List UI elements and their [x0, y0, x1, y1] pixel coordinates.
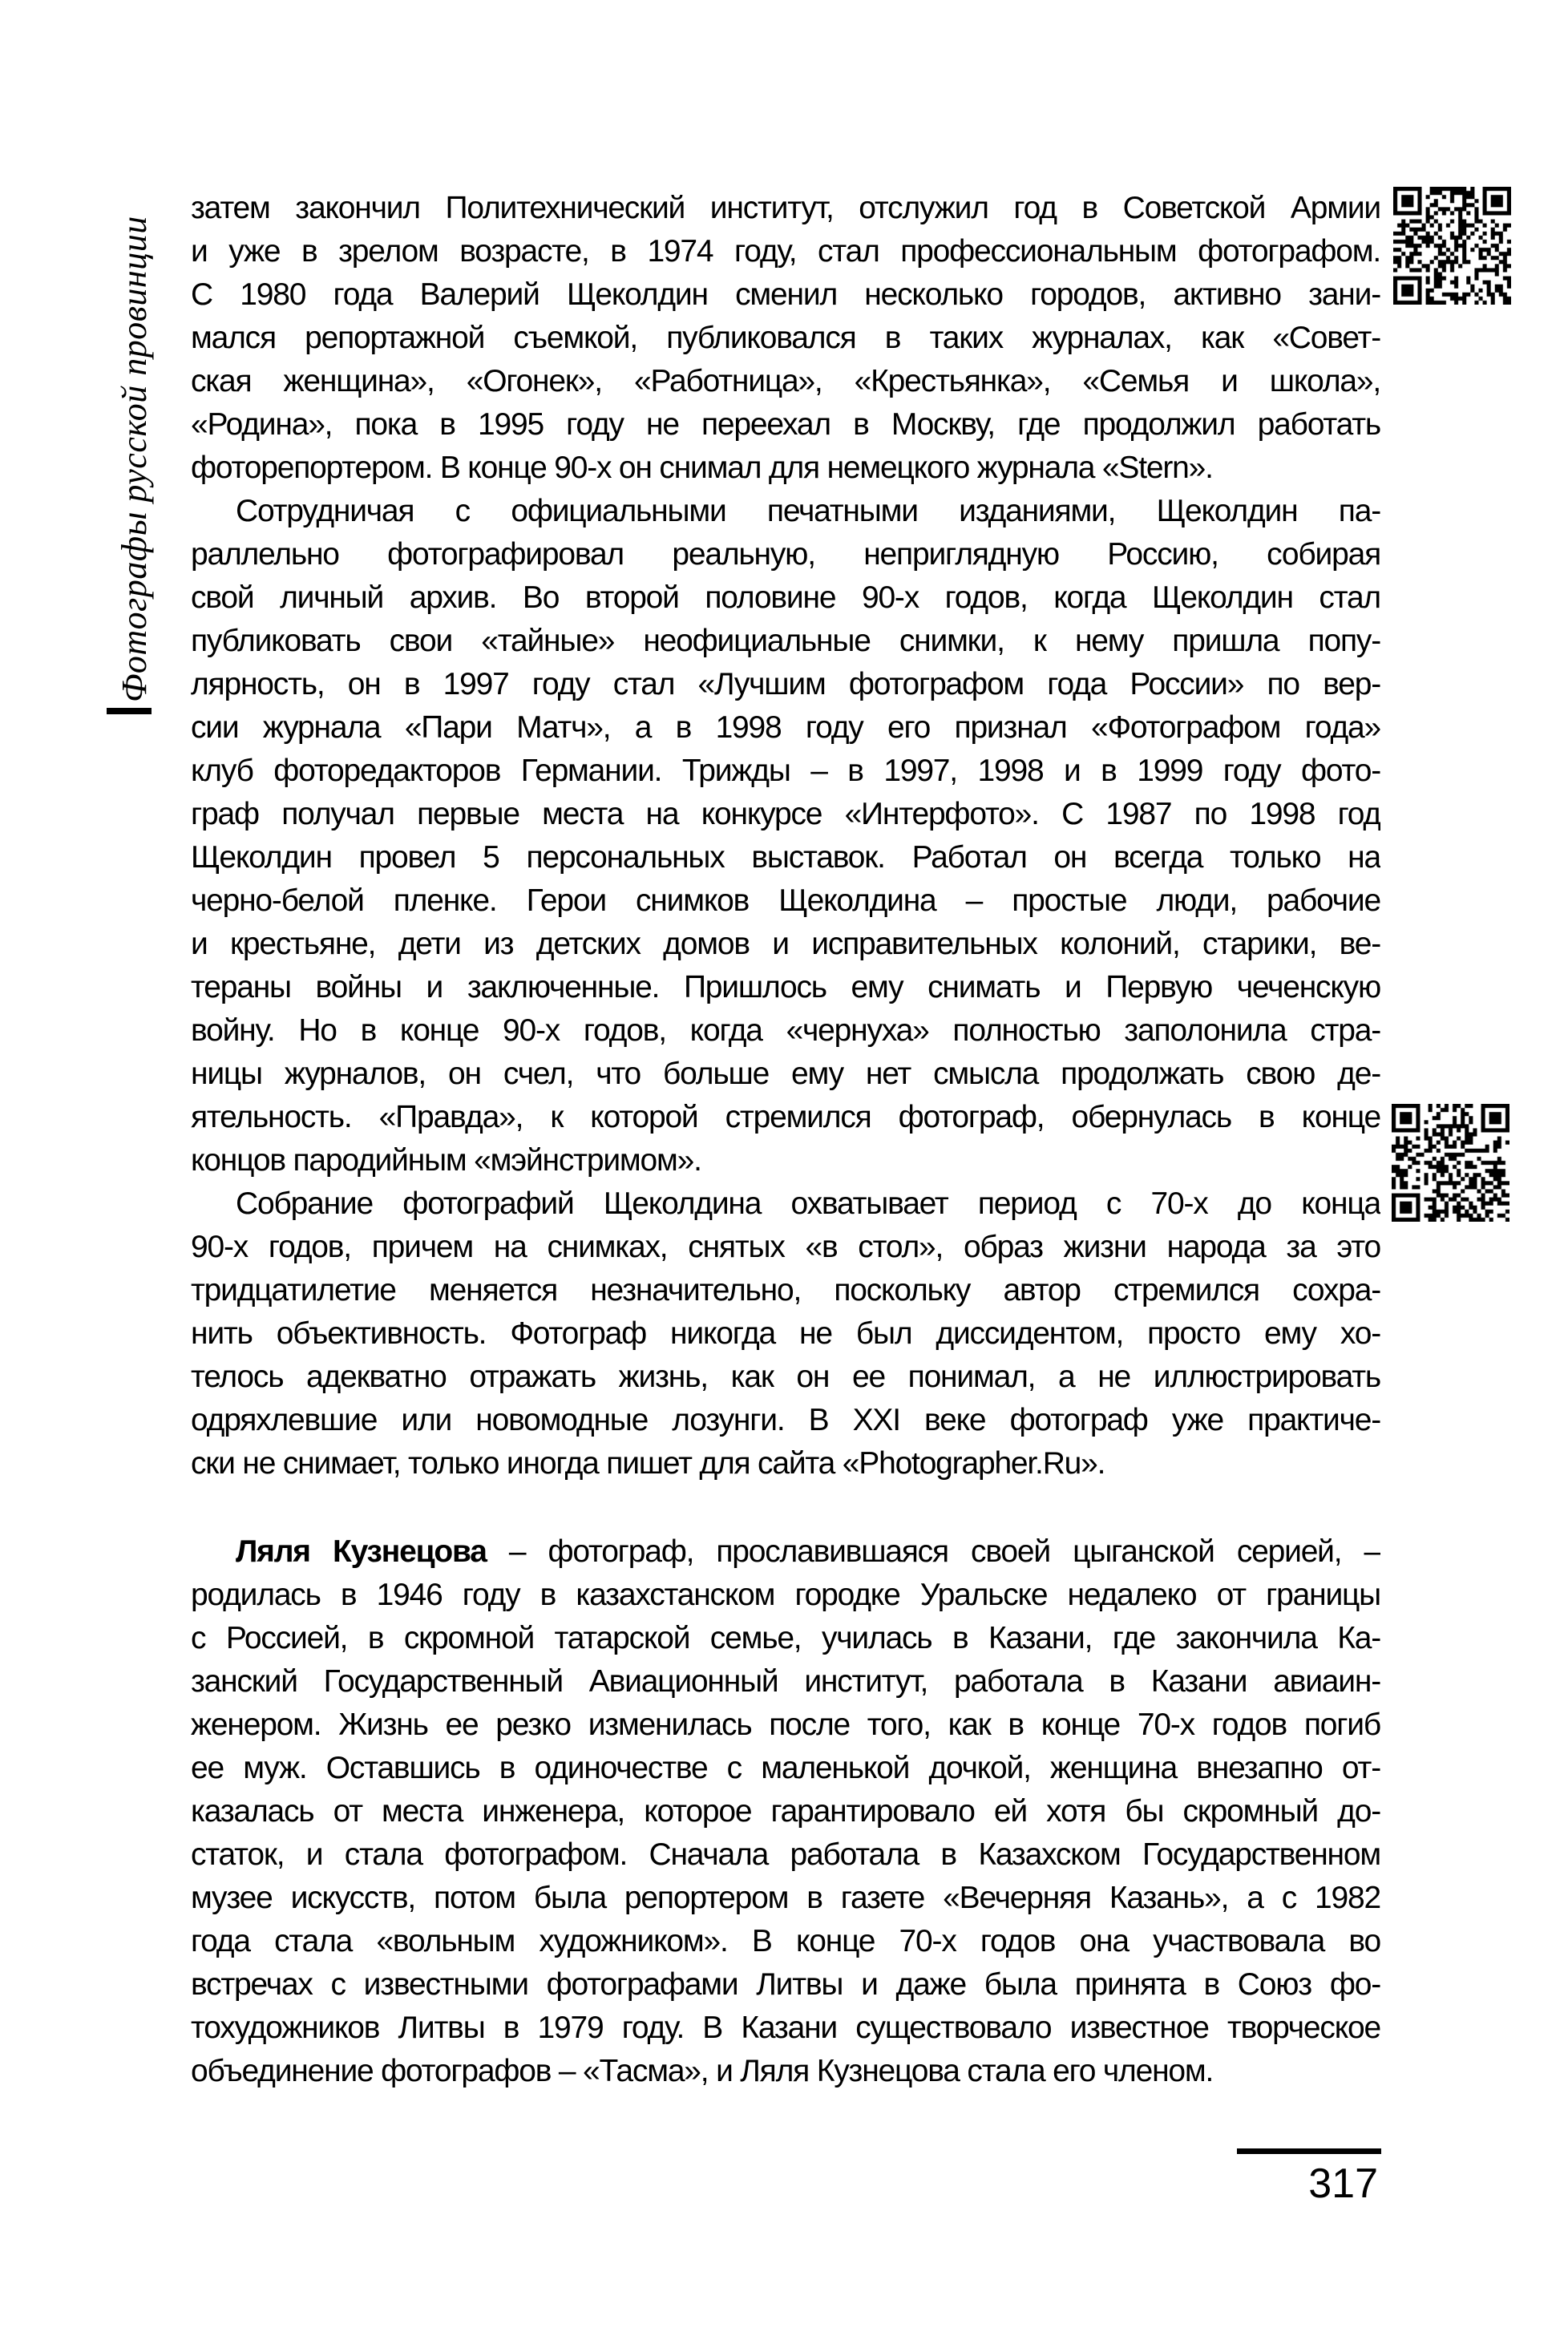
text-line: статок, и стала фотографом. Сначала работала в Казахском Государственном: [191, 1837, 1380, 1872]
page-number: 317: [1308, 2160, 1378, 2207]
text-line: музее искусств, потом была репортером в газете «Вечерняя Казань», а с 1982: [191, 1881, 1380, 1915]
text-line: объединение фотографов – «Тасма», и Ляля Кузнецова стала его членом.: [191, 2054, 1214, 2088]
text-line: родилась в 1946 году в казахстанском городке Уральске недалеко от границы: [191, 1578, 1380, 1612]
text-line: тераны войны и заключенные. Пришлось ему снимать и Первую чеченскую: [191, 970, 1380, 1004]
text-line: и крестьяне, дети из детских домов и исправительных колоний, старики, ве-: [191, 927, 1380, 961]
sidebar-running-title: Фотографы русской провинции: [115, 216, 154, 702]
text-line: встречах с известными фотографами Литвы и даже была принята в Союз фо-: [191, 1967, 1380, 2002]
text-line: с Россией, в скромной татарской семье, училась в Казани, где закончила Ка-: [191, 1621, 1380, 1655]
paragraph: [191, 490, 1380, 1182]
sidebar-rule: [107, 708, 152, 714]
body-text: [191, 187, 1380, 2093]
text-line: Собрание фотографий Щеколдина охватывает период с 70-х до конца: [236, 1186, 1380, 1221]
text-line: «Родина», пока в 1995 году не переехал в Москву, где продолжил работать: [191, 407, 1380, 442]
text-line: затем закончил Политехнический институт, отслужил год в Советской Армии: [191, 191, 1380, 225]
text-line: нить объективность. Фотограф никогда не был диссидентом, просто ему хо-: [191, 1316, 1380, 1351]
text-line: фоторепортером. В конце 90-х он снимал для немецкого журнала «Stern».: [191, 451, 1213, 485]
text-line: раллельно фотографировал реальную, неприглядную Россию, собирая: [191, 537, 1380, 572]
text-line: граф получал первые места на конкурсе «Интерфото». С 1987 по 1998 год: [191, 797, 1380, 831]
text-line: ницы журналов, он счел, что больше ему нет смысла продолжать свою де-: [191, 1057, 1380, 1091]
text-line: ее муж. Оставшись в одиночестве с маленькой дочкой, женщина внезапно от-: [191, 1751, 1380, 1785]
text-line: концов пародийным «мэйнстримом».: [191, 1143, 701, 1178]
text-line: одряхлевшие или новомодные лозунги. В XXI веке фотограф уже практиче-: [191, 1403, 1380, 1437]
text-line: войну. Но в конце 90-х годов, когда «чернуха» полностью заполонила стра-: [191, 1013, 1380, 1048]
text-line: Щеколдин провел 5 персональных выставок. Работал он всегда только на: [191, 840, 1380, 875]
text-line: женером. Жизнь ее резко изменилась после того, как в конце 70-х годов погиб: [191, 1708, 1380, 1742]
text-line: мался репортажной съемкой, публиковался в таких журналах, как «Совет-: [191, 321, 1380, 355]
person-name-bold: Ляля Кузнецова: [236, 1534, 487, 1569]
paragraph: [191, 1530, 1380, 2093]
text-line: сии журнала «Пари Матч», а в 1998 году его признал «Фотографом года»: [191, 710, 1380, 745]
text-line: лярность, он в 1997 году стал «Лучшим фотографом года России» по вер-: [191, 667, 1380, 701]
text-line: клуб фоторедакторов Германии. Трижды – в 1997, 1998 и в 1999 году фото-: [191, 754, 1380, 788]
qr-code-icon: [1393, 187, 1511, 305]
text-line: ятельность. «Правда», к которой стремился фотограф, обернулась в конце: [191, 1100, 1380, 1134]
paragraph: [191, 1182, 1380, 1485]
paragraph: [191, 187, 1380, 490]
text-line: тридцатилетие меняется незначительно, поскольку автор стремился сохра-: [191, 1273, 1380, 1307]
text-line: занский Государственный Авиационный институт, работала в Казани авиаин-: [191, 1664, 1380, 1699]
footer-rule: [1237, 2148, 1381, 2154]
text-line: года стала «вольным художником». В конце 70-х годов она участвовала во: [191, 1924, 1380, 1958]
text-line: ски не снимает, только иногда пишет для сайта «Photographer.Ru».: [191, 1446, 1105, 1481]
text-line: телось адекватно отражать жизнь, как он ее понимал, а не иллюстрировать: [191, 1360, 1380, 1394]
text-line: и уже в зрелом возрасте, в 1974 году, стал профессиональным фотографом.: [191, 234, 1380, 269]
text-line: тохудожников Литвы в 1979 году. В Казани существовало известное творческое: [191, 2011, 1380, 2045]
text-line: ская женщина», «Огонек», «Работница», «Крестьянка», «Семья и школа»,: [191, 364, 1380, 398]
text-line: публиковать свои «тайные» неофициальные снимки, к нему пришла попу-: [191, 624, 1380, 658]
text-line: 90-х годов, причем на снимках, снятых «в стол», образ жизни народа за это: [191, 1230, 1380, 1264]
qr-code-icon: [1392, 1104, 1509, 1222]
text-line: Сотрудничая с официальными печатными изданиями, Щеколдин па-: [236, 494, 1380, 528]
text-line: свой личный архив. Во второй половине 90-х годов, когда Щеколдин стал: [191, 580, 1380, 615]
text-line: Ляля Кузнецова – фотограф, прославившаяся своей цыганской серией, –: [236, 1534, 1380, 1569]
text-line: С 1980 года Валерий Щеколдин сменил несколько городов, активно зани-: [191, 277, 1380, 312]
text-line: черно-белой пленке. Герои снимков Щеколдина – простые люди, рабочие: [191, 883, 1380, 918]
text-line: казалась от места инженера, которое гарантировало ей хотя бы скромный до-: [191, 1794, 1380, 1829]
